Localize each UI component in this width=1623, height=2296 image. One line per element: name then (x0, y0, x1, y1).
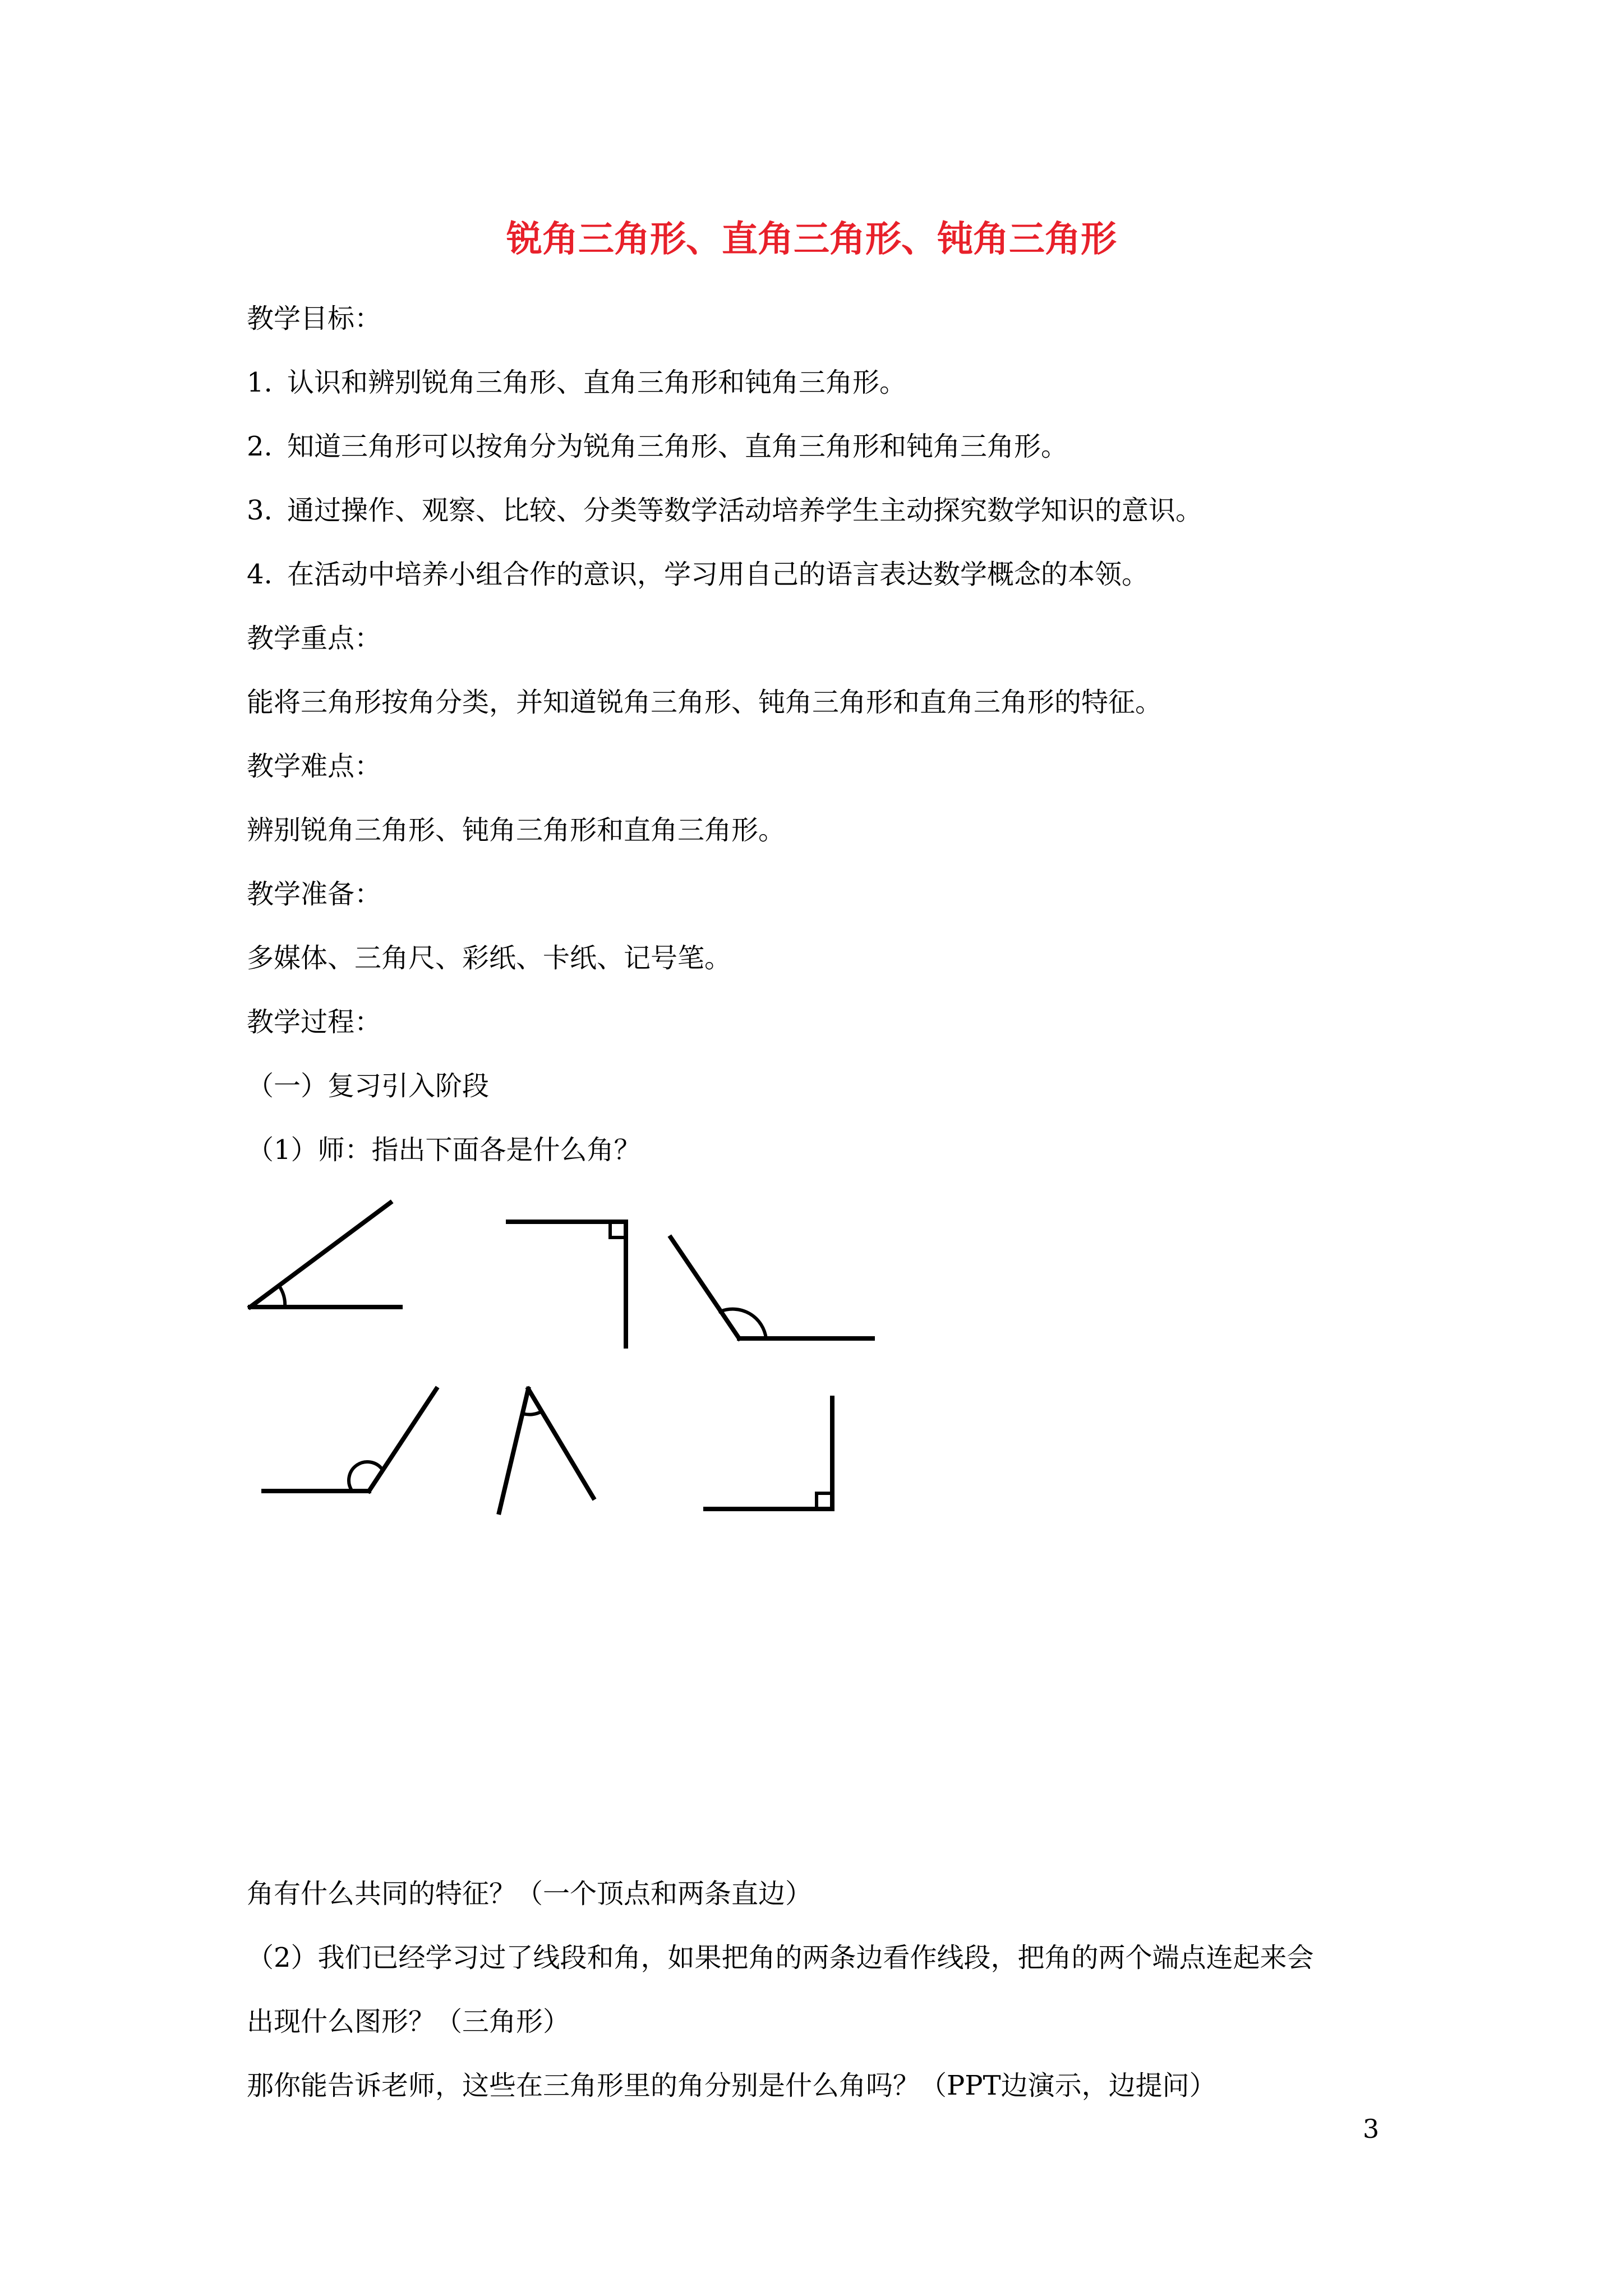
right-angle-figure (508, 1222, 626, 1346)
objectives-heading: 教学目标： (247, 303, 382, 334)
stage-heading: （一）复习引入阶段 (247, 1070, 490, 1102)
objective-text: 认识和辨别锐角三角形、直角三角形和钝角三角形。 (287, 367, 907, 398)
objective-number: 4. (247, 559, 273, 590)
difficulty-text: 辨别锐角三角形、钝角三角形和直角三角形。 (247, 815, 786, 846)
objective-text: 通过操作、观察、比较、分类等数学活动培养学生主动探究数学知识的意识。 (287, 495, 1203, 526)
right-angle-figure (706, 1398, 832, 1509)
process-heading: 教学过程： (247, 1006, 382, 1038)
question-common-features: 角有什么共同的特征？（一个顶点和两条直边） (247, 1878, 813, 1910)
objective-number: 1. (247, 367, 273, 398)
key-heading: 教学重点： (247, 623, 382, 654)
question-3: 那你能告诉老师，这些在三角形里的角分别是什么角吗？（PPT边演示，边提问） (247, 2070, 1216, 2101)
page-title: 锐角三角形、直角三角形、钝角三角形 (506, 219, 1117, 260)
difficulty-heading: 教学难点： (247, 751, 382, 782)
obtuse-angle-figure (264, 1389, 436, 1491)
objective-text: 知道三角形可以按角分为锐角三角形、直角三角形和钝角三角形。 (287, 431, 1068, 462)
prep-text: 多媒体、三角尺、彩纸、卡纸、记号笔。 (247, 942, 732, 974)
question-2-line-2: 出现什么图形？（三角形） (247, 2006, 570, 2037)
page-number: 3 (1363, 2114, 1380, 2144)
key-text: 能将三角形按角分类，并知道锐角三角形、钝角三角形和直角三角形的特征。 (247, 687, 1163, 718)
objective-text: 在活动中培养小组合作的意识，学习用自己的语言表达数学概念的本领。 (287, 559, 1149, 590)
prep-heading: 教学准备： (247, 878, 382, 910)
acute-angle-figure (499, 1389, 593, 1512)
question-1: （1）师：指出下面各是什么角？ (247, 1134, 641, 1166)
objective-number: 2. (247, 431, 273, 462)
objective-number: 3. (247, 495, 273, 526)
obtuse-angle-figure (671, 1237, 873, 1338)
question-2-line-1: （2）我们已经学习过了线段和角，如果把角的两条边看作线段，把角的两个端点连起来会 (247, 1942, 1314, 1973)
acute-angle-figure (250, 1203, 400, 1307)
